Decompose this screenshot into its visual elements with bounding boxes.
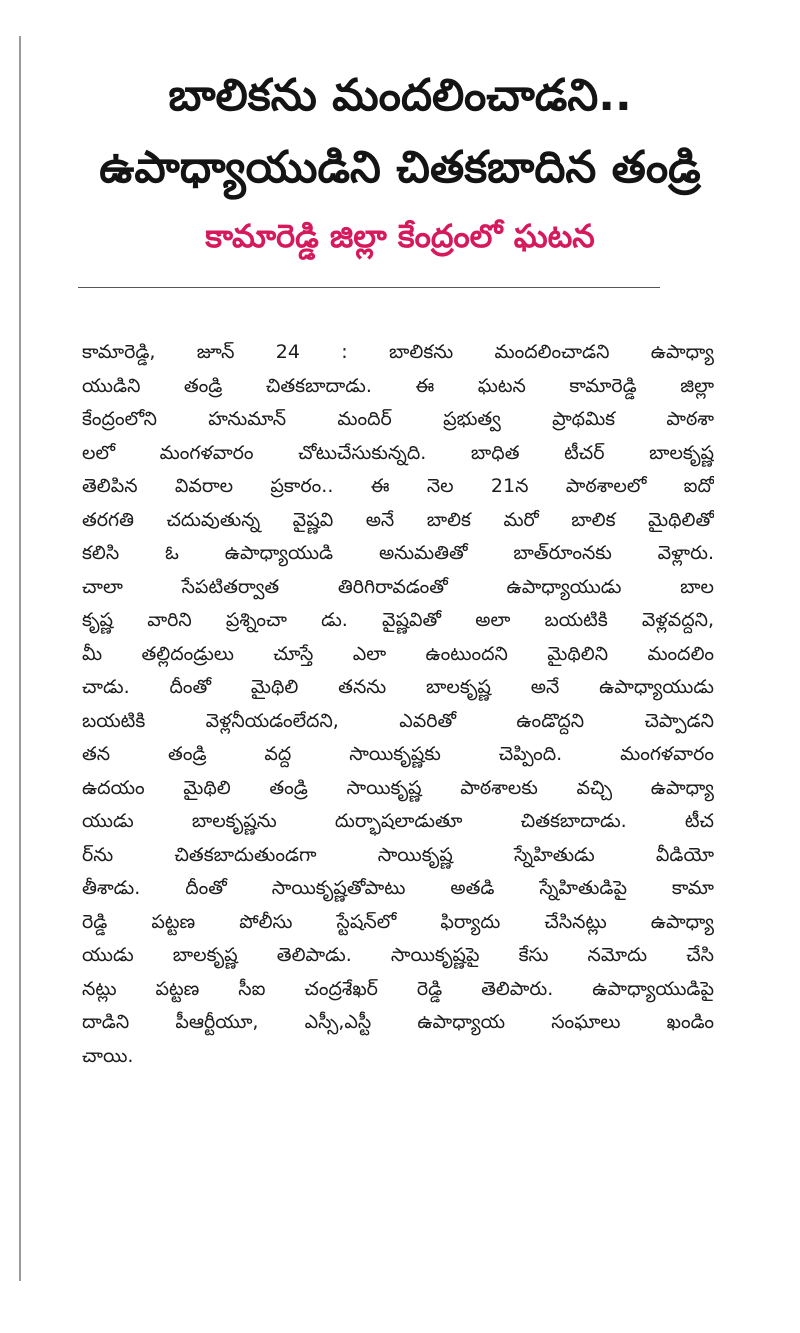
body-line: కామారెడ్డి, జూన్ 24 : బాలికను మందలించాడని ఉపాధ్యా (82, 341, 714, 363)
body-line: బయటికి వెళ్లనీయడంలేదని, ఎవరితో ఉండొద్దని చెప్పాడని (82, 709, 714, 732)
body-line: ఉదయం మైథిలి తండ్రి సాయికృష్ణ పాఠశాలకు వచ్చి ఉపాధ్యా (82, 776, 714, 799)
body-line: కలిసి ఓ ఉపాధ్యాయుడి అనుమతితో బాత్‌రూంనకు వెళ్లారు. (82, 542, 714, 564)
headline (40, 60, 760, 204)
body-line: ర్‌ను చితకబాదుతుండగా సాయికృష్ణ స్నేహితుడు వీడియో (82, 843, 714, 866)
body-line: దాడిని పీఆర్టీయూ, ఎస్సీ,ఎస్టీ ఉపాధ్యాయ సంఘాలు ఖండిం (82, 1011, 714, 1033)
body-line: కేంద్రంలోని హనుమాన్ మందిర్ ప్రభుత్వ ప్రాథమిక పాఠశా (82, 408, 714, 430)
body-line: తన తండ్రి వద్ద సాయికృష్ణకు చెప్పింది. మంగళవారం (82, 743, 714, 765)
headline-line-2: ఉపాధ్యాయుడిని చితకబాదిన తండ్రి (99, 142, 701, 193)
body-line: చాలా సేపటితర్వాత తిరిగిరావడంతో ఉపాధ్యాయుడు బాల (82, 575, 714, 598)
body-line: లలో మంగళవారం చోటుచేసుకున్నది. బాధిత టీచర్ బాలకృష్ణ (82, 441, 714, 464)
body-line: నట్లు పట్టణ సీఐ చంద్రశేఖర్ రెడ్డి తెలిపారు. ఉపాధ్యాయుడిపై (82, 977, 714, 1000)
body-line: కృష్ణ వారిని ప్రశ్నించా డు. వైష్ణవితో అలా బయటికి వెళ్లవద్దని, (82, 609, 714, 631)
body-line: చాడు. దీంతో మైథిలి తనను బాలకృష్ణ అనే ఉపాధ్యాయుడు (82, 676, 714, 698)
subheadline: కామారెడ్డి జిల్లా కేంద్రంలో ఘటన (205, 217, 595, 255)
body-line: తెలిపిన వివరాల ప్రకారం.. ఈ నెల 21న పాఠశాలలో ఐదో (82, 475, 714, 497)
headline-divider (78, 287, 660, 288)
article-body (82, 336, 714, 1073)
body-line: తీశాడు. దీంతో సాయికృష్ణతోపాటు అతడి స్నేహితుడిపై కామా (82, 877, 714, 899)
body-line: మీ తల్లిదండ్రులు చూస్తే ఎలా ఉంటుందని మైథిలిని మందలిం (82, 642, 714, 665)
body-line: యుడు బాలకృష్ణ తెలిపాడు. సాయికృష్ణపై కేసు నమోదు చేసి (82, 944, 714, 966)
body-line: యుడిని తండ్రి చితకబాదాడు. ఈ ఘటన కామారెడ్డి జిల్లా (82, 374, 714, 397)
body-line: రెడ్డి పట్టణ పోలీసు స్టేషన్‌లో ఫిర్యాదు చేసినట్లు ఉపాధ్యా (82, 910, 714, 933)
headline-line-1: బాలికను మందలించాడని.. (168, 70, 632, 121)
body-line: యుడు బాలకృష్ణను దుర్భాషలాడుతూ చితకబాదాడు. టీచ (82, 810, 714, 832)
body-line: చాయి. (82, 1044, 134, 1067)
column-rule (19, 36, 21, 1281)
body-line: తరగతి చదువుతున్న వైష్ణవి అనే బాలిక మరో బాలిక మైథిలితో (82, 508, 714, 531)
